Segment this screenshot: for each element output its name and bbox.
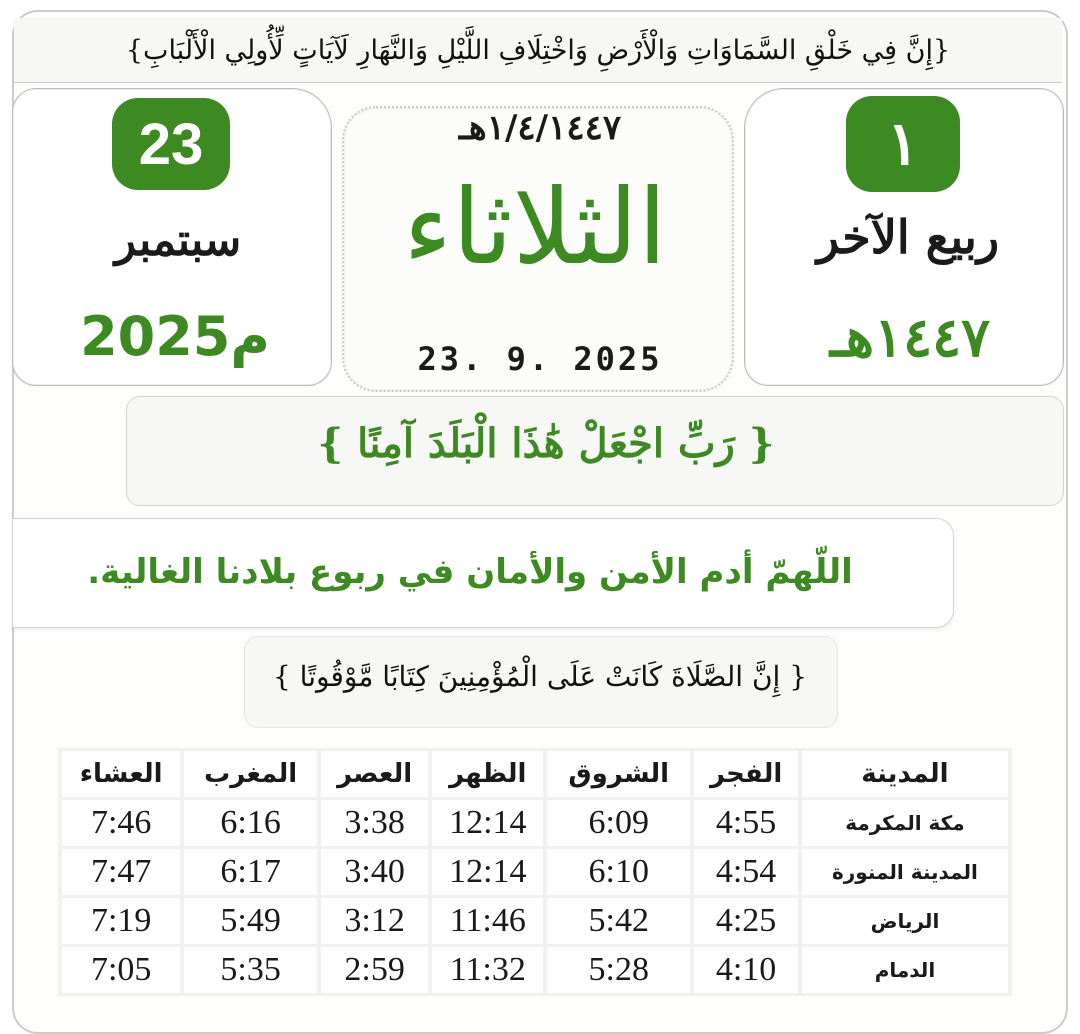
time-cell: 5:35 (184, 947, 317, 993)
table-header-row (62, 751, 1008, 797)
prayer-text: اللّهمّ أدم الأمن والأمان في ربوع بلادنا الغالية. (87, 552, 853, 592)
city-cell: الرياض (802, 898, 1008, 944)
table-row (62, 800, 1008, 846)
hijri-month: ربيع الآخر (816, 210, 1000, 264)
time-cell: 6:16 (184, 800, 317, 846)
time-cell: 6:10 (547, 849, 690, 895)
table-row (62, 947, 1008, 993)
time-cell: 12:14 (432, 849, 543, 895)
gregorian-day-badge: 23 (112, 98, 230, 190)
salat-verse: { إِنَّ الصَّلَاةَ كَانَتْ عَلَى الْمُؤْمِنِينَ كِتَابًا مَّوْقُوتًا } (272, 660, 808, 693)
time-cell: 7:19 (62, 898, 180, 944)
time-cell: 4:55 (694, 800, 798, 846)
hijri-date: ١/٤/١٤٤٧هـ (458, 108, 622, 148)
time-cell: 4:54 (694, 849, 798, 895)
hijri-day-badge: ١ (846, 96, 960, 192)
time-cell: 2:59 (321, 947, 429, 993)
header-fajr: الفجر (694, 751, 798, 797)
time-cell: 4:25 (694, 898, 798, 944)
prayer-times-table (58, 748, 1012, 996)
dua-verse: { رَبِّ اجْعَلْ هَٰذَا الْبَلَدَ آمِنًا } (317, 420, 775, 467)
time-cell: 7:47 (62, 849, 180, 895)
time-cell: 5:42 (547, 898, 690, 944)
city-cell: الدمام (802, 947, 1008, 993)
gregorian-month: سبتمبر (114, 215, 242, 266)
time-cell: 3:12 (321, 898, 429, 944)
time-cell: 3:40 (321, 849, 429, 895)
time-cell: 11:32 (432, 947, 543, 993)
header-sunrise: الشروق (547, 751, 690, 797)
hijri-year: ١٤٤٧هـ (829, 305, 991, 369)
time-cell: 5:28 (547, 947, 690, 993)
table-row (62, 849, 1008, 895)
gregorian-year: 2025م (80, 305, 270, 368)
header-maghrib: المغرب (184, 751, 317, 797)
time-cell: 6:09 (547, 800, 690, 846)
time-cell: 3:38 (321, 800, 429, 846)
header-dhuhr: الظهر (432, 751, 543, 797)
city-cell: المدينة المنورة (802, 849, 1008, 895)
time-cell: 4:10 (694, 947, 798, 993)
header-asr: العصر (321, 751, 429, 797)
day-name: الثلاثاء (403, 166, 667, 288)
city-cell: مكة المكرمة (802, 800, 1008, 846)
gregorian-date: 23. 9. 2025 (417, 340, 663, 378)
time-cell: 6:17 (184, 849, 317, 895)
header-isha: العشاء (62, 751, 180, 797)
time-cell: 7:46 (62, 800, 180, 846)
header-verse: {إِنَّ فِي خَلْقِ السَّمَاوَاتِ وَالْأَرْضِ وَاخْتِلَافِ اللَّيْلِ وَالنَّهَارِ لَآيَاتٍ لِّأُولِي الْأَلْبَابِ} (14, 18, 1062, 83)
time-cell: 12:14 (432, 800, 543, 846)
header-city: المدينة (802, 751, 1008, 797)
time-cell: 5:49 (184, 898, 317, 944)
table-row (62, 898, 1008, 944)
time-cell: 7:05 (62, 947, 180, 993)
time-cell: 11:46 (432, 898, 543, 944)
